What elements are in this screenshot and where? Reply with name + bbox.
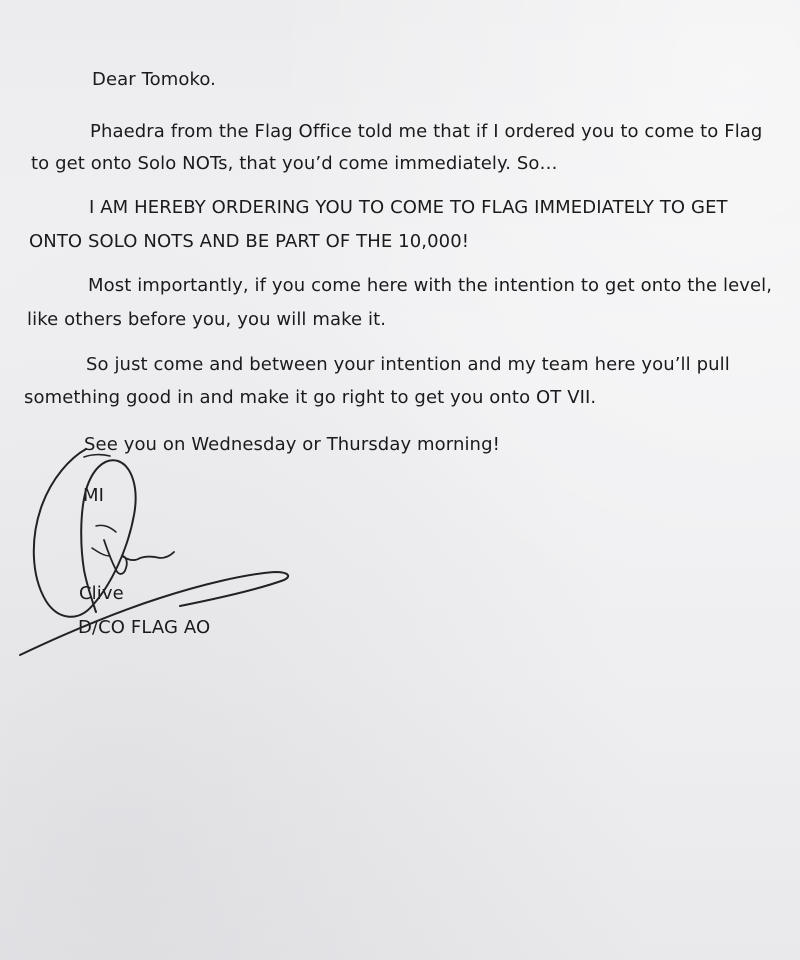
paragraph-3-line-2: like others before you, you will make it.	[27, 309, 387, 330]
paragraph-4-line-1: So just come and between your intention and my team here you’ll pull	[86, 354, 730, 375]
signer-name: Clive	[79, 583, 124, 604]
paragraph-3-line-1: Most importantly, if you come here with the intention to get onto the level,	[88, 275, 773, 296]
signature-initials: MI	[83, 485, 105, 506]
paragraph-2-line-1: I AM HEREBY ORDERING YOU TO COME TO FLAG IMMEDIATELY TO GET	[89, 197, 728, 218]
paragraph-2-line-2: ONTO SOLO NOTS AND BE PART OF THE 10,000!	[29, 231, 470, 252]
paragraph-4-line-2: something good in and make it go right to get you onto OT VII.	[24, 387, 597, 408]
signer-title: D/CO FLAG AO	[78, 617, 211, 638]
paragraph-1-line-1: Phaedra from the Flag Office told me that if I ordered you to come to Flag	[90, 121, 763, 142]
salutation: Dear Tomoko.	[92, 69, 216, 90]
paragraph-1-line-2: to get onto Solo NOTs, that you’d come immediately. So…	[31, 153, 558, 174]
closing-line: See you on Wednesday or Thursday morning!	[84, 434, 500, 455]
